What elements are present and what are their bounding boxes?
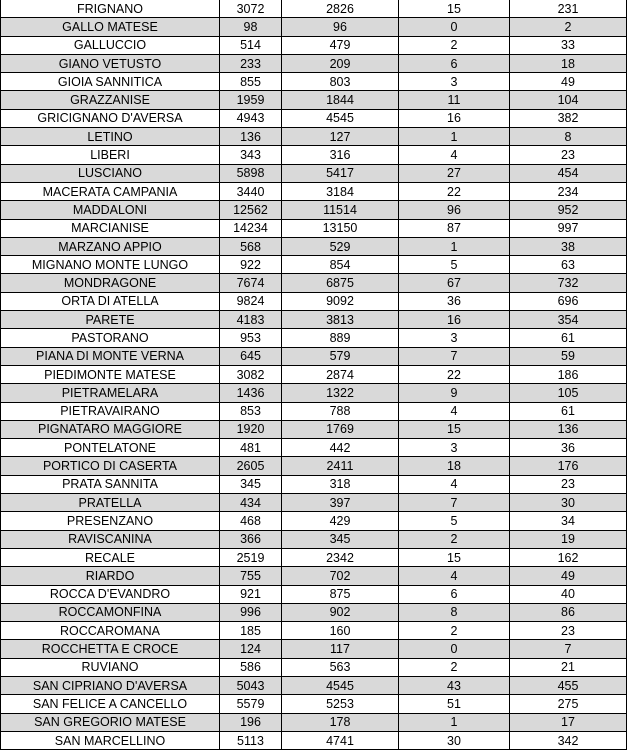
- value-col-1-cell: 1920: [220, 420, 282, 438]
- value-col-4-cell: 23: [510, 622, 627, 640]
- value-col-4-cell: 33: [510, 36, 627, 54]
- value-col-3-cell: 1: [399, 713, 510, 731]
- value-col-2-cell: 13150: [282, 219, 399, 237]
- municipality-cell: MADDALONI: [1, 201, 220, 219]
- value-col-1-cell: 586: [220, 658, 282, 676]
- municipality-cell: SAN MARCELLINO: [1, 731, 220, 749]
- value-col-2-cell: 2411: [282, 457, 399, 475]
- municipality-cell: LETINO: [1, 128, 220, 146]
- value-col-2-cell: 178: [282, 713, 399, 731]
- value-col-2-cell: 209: [282, 54, 399, 72]
- table-row: [1, 146, 627, 164]
- value-col-4-cell: 30: [510, 494, 627, 512]
- municipality-cell: PIEDIMONTE MATESE: [1, 365, 220, 383]
- value-col-4-cell: 997: [510, 219, 627, 237]
- value-col-4-cell: 49: [510, 73, 627, 91]
- value-col-2-cell: 442: [282, 439, 399, 457]
- municipality-cell: PIANA DI MONTE VERNA: [1, 347, 220, 365]
- value-col-1-cell: 855: [220, 73, 282, 91]
- table-row: [1, 91, 627, 109]
- value-col-1-cell: 4183: [220, 311, 282, 329]
- table-row: [1, 274, 627, 292]
- value-col-3-cell: 22: [399, 182, 510, 200]
- table-row: [1, 109, 627, 127]
- value-col-4-cell: 59: [510, 347, 627, 365]
- value-col-3-cell: 30: [399, 731, 510, 749]
- value-col-2-cell: 429: [282, 512, 399, 530]
- table-row: [1, 585, 627, 603]
- municipality-cell: LIBERI: [1, 146, 220, 164]
- value-col-3-cell: 15: [399, 548, 510, 566]
- value-col-4-cell: 354: [510, 311, 627, 329]
- table-row: [1, 311, 627, 329]
- table-row: [1, 329, 627, 347]
- value-col-1-cell: 366: [220, 530, 282, 548]
- value-col-2-cell: 5253: [282, 695, 399, 713]
- municipality-cell: PRATA SANNITA: [1, 475, 220, 493]
- value-col-1-cell: 645: [220, 347, 282, 365]
- value-col-2-cell: 3813: [282, 311, 399, 329]
- value-col-1-cell: 5113: [220, 731, 282, 749]
- municipality-cell: MONDRAGONE: [1, 274, 220, 292]
- table-row: [1, 512, 627, 530]
- value-col-1-cell: 7674: [220, 274, 282, 292]
- value-col-2-cell: 9092: [282, 292, 399, 310]
- value-col-4-cell: 732: [510, 274, 627, 292]
- value-col-1-cell: 14234: [220, 219, 282, 237]
- value-col-4-cell: 40: [510, 585, 627, 603]
- value-col-2-cell: 5417: [282, 164, 399, 182]
- value-col-2-cell: 6875: [282, 274, 399, 292]
- municipality-cell: MARCIANISE: [1, 219, 220, 237]
- value-col-3-cell: 6: [399, 54, 510, 72]
- value-col-1-cell: 514: [220, 36, 282, 54]
- value-col-2-cell: 345: [282, 530, 399, 548]
- value-col-1-cell: 98: [220, 18, 282, 36]
- value-col-2-cell: 96: [282, 18, 399, 36]
- table-row: [1, 292, 627, 310]
- value-col-2-cell: 479: [282, 36, 399, 54]
- value-col-2-cell: 1844: [282, 91, 399, 109]
- table-row: [1, 731, 627, 749]
- municipality-cell: ROCCAROMANA: [1, 622, 220, 640]
- value-col-3-cell: 51: [399, 695, 510, 713]
- value-col-3-cell: 16: [399, 109, 510, 127]
- value-col-1-cell: 124: [220, 640, 282, 658]
- table-row: [1, 365, 627, 383]
- value-col-4-cell: 186: [510, 365, 627, 383]
- value-col-1-cell: 196: [220, 713, 282, 731]
- value-col-4-cell: 61: [510, 329, 627, 347]
- value-col-3-cell: 3: [399, 439, 510, 457]
- value-col-2-cell: 11514: [282, 201, 399, 219]
- municipality-cell: MARZANO APPIO: [1, 237, 220, 255]
- value-col-4-cell: 61: [510, 402, 627, 420]
- value-col-3-cell: 4: [399, 567, 510, 585]
- value-col-1-cell: 468: [220, 512, 282, 530]
- value-col-1-cell: 1959: [220, 91, 282, 109]
- value-col-4-cell: 19: [510, 530, 627, 548]
- value-col-4-cell: 8: [510, 128, 627, 146]
- value-col-3-cell: 0: [399, 18, 510, 36]
- table-row: [1, 256, 627, 274]
- table-row: [1, 54, 627, 72]
- value-col-2-cell: 563: [282, 658, 399, 676]
- value-col-1-cell: 2519: [220, 548, 282, 566]
- table-row: [1, 676, 627, 694]
- value-col-1-cell: 136: [220, 128, 282, 146]
- value-col-3-cell: 15: [399, 420, 510, 438]
- municipality-cell: FRIGNANO: [1, 0, 220, 18]
- value-col-4-cell: 86: [510, 603, 627, 621]
- value-col-1-cell: 2605: [220, 457, 282, 475]
- value-col-2-cell: 127: [282, 128, 399, 146]
- value-col-3-cell: 4: [399, 402, 510, 420]
- value-col-2-cell: 702: [282, 567, 399, 585]
- table-row: [1, 402, 627, 420]
- value-col-4-cell: 342: [510, 731, 627, 749]
- value-col-1-cell: 3440: [220, 182, 282, 200]
- value-col-3-cell: 15: [399, 0, 510, 18]
- value-col-1-cell: 921: [220, 585, 282, 603]
- value-col-1-cell: 3082: [220, 365, 282, 383]
- municipality-cell: LUSCIANO: [1, 164, 220, 182]
- table-row: [1, 622, 627, 640]
- value-col-3-cell: 0: [399, 640, 510, 658]
- municipality-cell: PRATELLA: [1, 494, 220, 512]
- value-col-4-cell: 63: [510, 256, 627, 274]
- table-row: [1, 420, 627, 438]
- value-col-2-cell: 397: [282, 494, 399, 512]
- value-col-4-cell: 23: [510, 475, 627, 493]
- value-col-1-cell: 922: [220, 256, 282, 274]
- value-col-4-cell: 454: [510, 164, 627, 182]
- value-col-4-cell: 176: [510, 457, 627, 475]
- municipality-cell: PORTICO DI CASERTA: [1, 457, 220, 475]
- value-col-1-cell: 481: [220, 439, 282, 457]
- value-col-2-cell: 318: [282, 475, 399, 493]
- value-col-1-cell: 755: [220, 567, 282, 585]
- value-col-1-cell: 5043: [220, 676, 282, 694]
- value-col-3-cell: 7: [399, 494, 510, 512]
- municipality-cell: RAVISCANINA: [1, 530, 220, 548]
- value-col-4-cell: 696: [510, 292, 627, 310]
- municipality-cell: GALLO MATESE: [1, 18, 220, 36]
- municipality-cell: RIARDO: [1, 567, 220, 585]
- value-col-1-cell: 1436: [220, 384, 282, 402]
- value-col-3-cell: 5: [399, 512, 510, 530]
- municipality-cell: PASTORANO: [1, 329, 220, 347]
- value-col-2-cell: 875: [282, 585, 399, 603]
- table-row: [1, 494, 627, 512]
- value-col-1-cell: 345: [220, 475, 282, 493]
- value-col-1-cell: 233: [220, 54, 282, 72]
- value-col-3-cell: 43: [399, 676, 510, 694]
- value-col-4-cell: 234: [510, 182, 627, 200]
- table-row: [1, 384, 627, 402]
- value-col-3-cell: 3: [399, 73, 510, 91]
- value-col-4-cell: 104: [510, 91, 627, 109]
- municipality-cell: PONTELATONE: [1, 439, 220, 457]
- value-col-1-cell: 12562: [220, 201, 282, 219]
- value-col-1-cell: 996: [220, 603, 282, 621]
- value-col-2-cell: 2826: [282, 0, 399, 18]
- table-row: [1, 201, 627, 219]
- municipality-cell: RUVIANO: [1, 658, 220, 676]
- table-row: [1, 695, 627, 713]
- value-col-1-cell: 853: [220, 402, 282, 420]
- value-col-4-cell: 136: [510, 420, 627, 438]
- value-col-2-cell: 2342: [282, 548, 399, 566]
- value-col-1-cell: 5898: [220, 164, 282, 182]
- value-col-1-cell: 343: [220, 146, 282, 164]
- municipality-cell: PIGNATARO MAGGIORE: [1, 420, 220, 438]
- value-col-3-cell: 67: [399, 274, 510, 292]
- value-col-3-cell: 6: [399, 585, 510, 603]
- value-col-3-cell: 1: [399, 128, 510, 146]
- value-col-1-cell: 9824: [220, 292, 282, 310]
- value-col-2-cell: 1322: [282, 384, 399, 402]
- value-col-3-cell: 8: [399, 603, 510, 621]
- table-row: [1, 237, 627, 255]
- table-row: [1, 603, 627, 621]
- value-col-2-cell: 4545: [282, 109, 399, 127]
- municipality-cell: RECALE: [1, 548, 220, 566]
- value-col-3-cell: 3: [399, 329, 510, 347]
- value-col-1-cell: 185: [220, 622, 282, 640]
- municipality-cell: MIGNANO MONTE LUNGO: [1, 256, 220, 274]
- value-col-2-cell: 4741: [282, 731, 399, 749]
- value-col-3-cell: 5: [399, 256, 510, 274]
- municipality-cell: GIANO VETUSTO: [1, 54, 220, 72]
- value-col-2-cell: 117: [282, 640, 399, 658]
- table-row: [1, 164, 627, 182]
- value-col-3-cell: 2: [399, 658, 510, 676]
- value-col-4-cell: 105: [510, 384, 627, 402]
- value-col-3-cell: 36: [399, 292, 510, 310]
- table-body: [1, 0, 627, 750]
- value-col-2-cell: 4545: [282, 676, 399, 694]
- value-col-1-cell: 3072: [220, 0, 282, 18]
- table-row: [1, 530, 627, 548]
- value-col-1-cell: 568: [220, 237, 282, 255]
- value-col-3-cell: 16: [399, 311, 510, 329]
- municipality-cell: GIOIA SANNITICA: [1, 73, 220, 91]
- table-row: [1, 36, 627, 54]
- table-row: [1, 439, 627, 457]
- municipality-cell: PRESENZANO: [1, 512, 220, 530]
- value-col-2-cell: 160: [282, 622, 399, 640]
- value-col-2-cell: 1769: [282, 420, 399, 438]
- value-col-4-cell: 7: [510, 640, 627, 658]
- table-row: [1, 347, 627, 365]
- value-col-3-cell: 4: [399, 475, 510, 493]
- value-col-4-cell: 18: [510, 54, 627, 72]
- value-col-2-cell: 3184: [282, 182, 399, 200]
- table-row: [1, 0, 627, 18]
- municipality-cell: ROCCHETTA E CROCE: [1, 640, 220, 658]
- municipality-cell: PARETE: [1, 311, 220, 329]
- value-col-3-cell: 2: [399, 622, 510, 640]
- municipality-cell: GALLUCCIO: [1, 36, 220, 54]
- value-col-4-cell: 36: [510, 439, 627, 457]
- value-col-3-cell: 87: [399, 219, 510, 237]
- municipality-cell: ORTA DI ATELLA: [1, 292, 220, 310]
- value-col-2-cell: 2874: [282, 365, 399, 383]
- value-col-4-cell: 231: [510, 0, 627, 18]
- value-col-4-cell: 162: [510, 548, 627, 566]
- value-col-3-cell: 96: [399, 201, 510, 219]
- municipality-cell: GRICIGNANO D'AVERSA: [1, 109, 220, 127]
- municipality-cell: SAN FELICE A CANCELLO: [1, 695, 220, 713]
- table-row: [1, 18, 627, 36]
- value-col-3-cell: 27: [399, 164, 510, 182]
- municipality-cell: MACERATA CAMPANIA: [1, 182, 220, 200]
- municipality-cell: SAN GREGORIO MATESE: [1, 713, 220, 731]
- value-col-3-cell: 7: [399, 347, 510, 365]
- municipality-cell: ROCCA D'EVANDRO: [1, 585, 220, 603]
- value-col-2-cell: 529: [282, 237, 399, 255]
- value-col-3-cell: 1: [399, 237, 510, 255]
- table-row: [1, 658, 627, 676]
- value-col-4-cell: 952: [510, 201, 627, 219]
- value-col-3-cell: 9: [399, 384, 510, 402]
- value-col-4-cell: 382: [510, 109, 627, 127]
- municipality-cell: GRAZZANISE: [1, 91, 220, 109]
- value-col-4-cell: 2: [510, 18, 627, 36]
- value-col-4-cell: 17: [510, 713, 627, 731]
- value-col-1-cell: 953: [220, 329, 282, 347]
- value-col-2-cell: 788: [282, 402, 399, 420]
- value-col-1-cell: 4943: [220, 109, 282, 127]
- value-col-4-cell: 455: [510, 676, 627, 694]
- table-row: [1, 548, 627, 566]
- value-col-4-cell: 275: [510, 695, 627, 713]
- value-col-3-cell: 4: [399, 146, 510, 164]
- value-col-4-cell: 38: [510, 237, 627, 255]
- table-row: [1, 73, 627, 91]
- value-col-4-cell: 34: [510, 512, 627, 530]
- value-col-1-cell: 434: [220, 494, 282, 512]
- value-col-4-cell: 49: [510, 567, 627, 585]
- municipality-cell: PIETRAMELARA: [1, 384, 220, 402]
- value-col-2-cell: 316: [282, 146, 399, 164]
- value-col-2-cell: 902: [282, 603, 399, 621]
- value-col-3-cell: 2: [399, 530, 510, 548]
- table-row: [1, 640, 627, 658]
- value-col-2-cell: 579: [282, 347, 399, 365]
- table-row: [1, 567, 627, 585]
- value-col-2-cell: 854: [282, 256, 399, 274]
- value-col-4-cell: 21: [510, 658, 627, 676]
- value-col-1-cell: 5579: [220, 695, 282, 713]
- table-row: [1, 713, 627, 731]
- table-row: [1, 182, 627, 200]
- value-col-2-cell: 889: [282, 329, 399, 347]
- table-row: [1, 475, 627, 493]
- municipality-cell: SAN CIPRIANO D'AVERSA: [1, 676, 220, 694]
- value-col-3-cell: 2: [399, 36, 510, 54]
- value-col-2-cell: 803: [282, 73, 399, 91]
- municipality-cell: ROCCAMONFINA: [1, 603, 220, 621]
- table-row: [1, 457, 627, 475]
- value-col-3-cell: 18: [399, 457, 510, 475]
- value-col-3-cell: 22: [399, 365, 510, 383]
- value-col-3-cell: 11: [399, 91, 510, 109]
- municipality-cell: PIETRAVAIRANO: [1, 402, 220, 420]
- table-row: [1, 128, 627, 146]
- table-row: [1, 219, 627, 237]
- value-col-4-cell: 23: [510, 146, 627, 164]
